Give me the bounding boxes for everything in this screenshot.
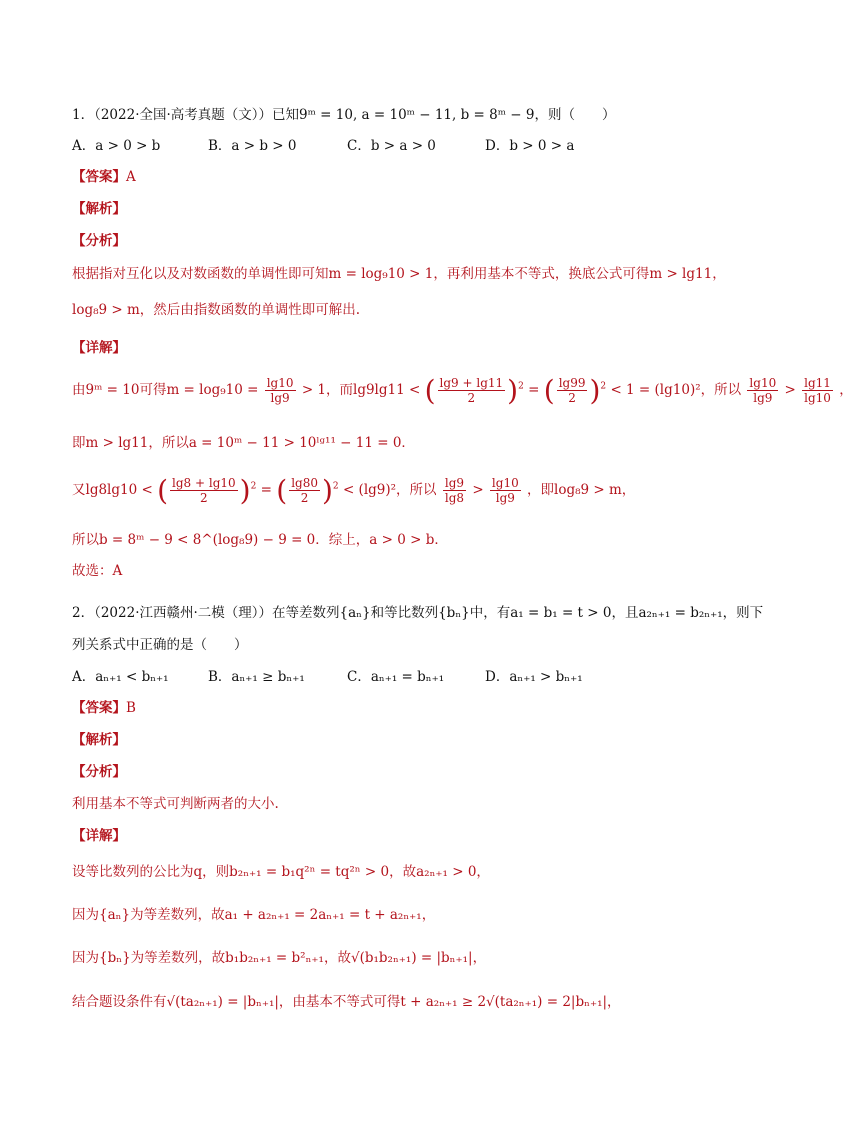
frac-den: 2 bbox=[300, 491, 309, 505]
frac-num: lg9 + lg11 bbox=[439, 376, 504, 390]
q2-fenxi: 利用基本不等式可判断两者的大小. bbox=[72, 796, 279, 812]
exp-2: 2 bbox=[250, 481, 257, 492]
q1-xiangjie-tag: 【详解】 bbox=[72, 340, 126, 356]
frac-den: 2 bbox=[200, 491, 208, 505]
q1-d3-c: < (lg9)²，所以 bbox=[342, 482, 437, 498]
q1-d1-d: < 1 = (lg10)²，所以 bbox=[610, 382, 742, 398]
q1-d3-a: 又lg8lg10 < bbox=[72, 482, 153, 498]
q2-answer bbox=[72, 696, 136, 716]
frac-num: lg10 bbox=[749, 376, 777, 390]
frac-num: lg8 + lg10 bbox=[172, 476, 236, 490]
q2-detail-line-4: 结合题设条件有√(ta₂ₙ₊₁) = |bₙ₊₁|，由基本不等式可得t + a₂ₙ₊₁ ≥ 2√(ta₂ₙ₊₁) = 2|bₙ₊₁|， bbox=[72, 994, 621, 1010]
paren-left: ( bbox=[157, 474, 169, 507]
paren-right: ) bbox=[507, 374, 519, 407]
q1-choice: 故选：A bbox=[72, 563, 123, 579]
q1-jiexi-tag: 【解析】 bbox=[72, 201, 126, 217]
paren-left: ( bbox=[276, 474, 288, 507]
q2-detail-line-1: 设等比数列的公比为q，则b₂ₙ₊₁ = b₁q²ⁿ = tq²ⁿ > 0，故a₂ₙ₊₁ > 0， bbox=[72, 864, 490, 880]
q2-option-b: B．aₙ₊₁ ≥ bₙ₊₁ bbox=[208, 669, 305, 685]
q2-fenxi-tag: 【分析】 bbox=[72, 764, 126, 780]
q2-option-a: A．aₙ₊₁ < bₙ₊₁ bbox=[72, 669, 169, 685]
q1-option-a: A．a > 0 > b bbox=[72, 138, 161, 154]
frac-num: lg11 bbox=[804, 376, 831, 390]
q2-option-d: D．aₙ₊₁ > bₙ₊₁ bbox=[485, 669, 583, 685]
paren-right: ) bbox=[321, 474, 333, 507]
q1-d3-e: ，即log₈9 > m， bbox=[527, 482, 636, 498]
frac-lg11-lg10 bbox=[802, 376, 833, 405]
q1-fenxi-tag: 【分析】 bbox=[72, 233, 126, 249]
q2-answer-tag: 【答案】 bbox=[72, 700, 126, 716]
q1-detail-line-1 bbox=[72, 374, 853, 407]
frac-num: lg10 bbox=[491, 476, 519, 490]
q1-answer bbox=[72, 165, 136, 185]
q2-option-c: C．aₙ₊₁ = bₙ₊₁ bbox=[347, 669, 445, 685]
frac-lg10-lg9 bbox=[265, 376, 296, 405]
exp-2: 2 bbox=[518, 381, 524, 392]
q1-d1-f: ， bbox=[839, 382, 853, 398]
frac-lg80 bbox=[289, 476, 320, 505]
q1-detail-line-4: 所以b = 8ᵐ − 9 < 8^(log₈9) − 9 = 0．综上，a > 0 > b． bbox=[72, 532, 448, 548]
q2-answer-value: B bbox=[126, 700, 136, 716]
frac-lg99 bbox=[557, 376, 588, 405]
frac-num: lg99 bbox=[558, 376, 586, 390]
q1-option-c: C．b > a > 0 bbox=[347, 138, 436, 154]
exp-2: 2 bbox=[332, 481, 339, 492]
q1-answer-value: A bbox=[126, 169, 136, 185]
q1-option-b: B．a > b > 0 bbox=[208, 138, 297, 154]
frac-den: 2 bbox=[467, 391, 476, 405]
q1-d3-d: > bbox=[472, 482, 484, 498]
q1-d1-a: 由9ᵐ = 10可得m = log₉10 = bbox=[72, 382, 259, 398]
frac-den: lg10 bbox=[804, 391, 831, 405]
paren-left: ( bbox=[424, 374, 436, 407]
frac-num: lg9 bbox=[444, 476, 465, 490]
q1-detail-line-3 bbox=[72, 474, 635, 507]
paren-right: ) bbox=[239, 474, 251, 507]
q1-stem: 1．（2022·全国·高考真题（文））已知9ᵐ = 10, a = 10ᵐ − 11, b = 8ᵐ − 9，则（ ） bbox=[72, 107, 616, 123]
frac-lg9-lg11 bbox=[438, 376, 506, 405]
paren-left: ( bbox=[543, 374, 555, 407]
q2-stem-line-1: 2．（2022·江西赣州·二模（理））在等差数列{aₙ}和等比数列{bₙ}中，有a₁ = b₁ = t > 0，且a₂ₙ₊₁ = b₂ₙ₊₁，则下 bbox=[72, 605, 764, 621]
q2-xiangjie-tag: 【详解】 bbox=[72, 828, 126, 844]
q1-d3-b: = bbox=[260, 482, 272, 498]
paren-right: ) bbox=[589, 374, 601, 407]
q2-stem-line-2: 列关系式中正确的是（ ） bbox=[72, 637, 248, 653]
frac-lg10-lg9-b bbox=[747, 376, 778, 405]
frac-den: lg9 bbox=[495, 491, 515, 505]
q1-d1-c: = bbox=[528, 382, 540, 398]
q1-answer-tag: 【答案】 bbox=[72, 169, 126, 185]
q2-detail-line-3: 因为{bₙ}为等差数列，故b₁b₂ₙ₊₁ = b²ₙ₊₁，故√(b₁b₂ₙ₊₁) = |bₙ₊₁|， bbox=[72, 950, 487, 966]
frac-lg8-lg10 bbox=[170, 476, 238, 505]
frac-num: lg80 bbox=[291, 476, 318, 490]
frac-lg10-lg9-c bbox=[490, 476, 521, 505]
q1-detail-line-2: 即m > lg11，所以a = 10ᵐ − 11 > 10ˡᵍ¹¹ − 11 = 0． bbox=[72, 435, 415, 451]
frac-lg9-lg8 bbox=[443, 476, 466, 505]
frac-den: lg9 bbox=[270, 391, 290, 405]
q1-fenxi-line-1: 根据指对互化以及对数函数的单调性即可知m = log₉10 > 1，再利用基本不等式，换底公式可得m > lg11， bbox=[72, 266, 726, 282]
frac-den: 2 bbox=[568, 391, 576, 405]
q1-d1-e: > bbox=[784, 382, 796, 398]
q1-fenxi-line-2: log₈9 > m，然后由指数函数的单调性即可解出. bbox=[72, 302, 361, 318]
q2-detail-line-2: 因为{aₙ}为等差数列，故a₁ + a₂ₙ₊₁ = 2aₙ₊₁ = t + a₂ₙ₊₁， bbox=[72, 907, 436, 923]
q1-option-d: D．b > 0 > a bbox=[485, 138, 575, 154]
frac-num: lg10 bbox=[266, 376, 294, 390]
q1-d1-b: > 1，而lg9lg11 < bbox=[301, 382, 421, 398]
exp-2: 2 bbox=[600, 381, 607, 392]
frac-den: lg8 bbox=[444, 491, 465, 505]
q2-jiexi-tag: 【解析】 bbox=[72, 732, 126, 748]
frac-den: lg9 bbox=[753, 391, 773, 405]
